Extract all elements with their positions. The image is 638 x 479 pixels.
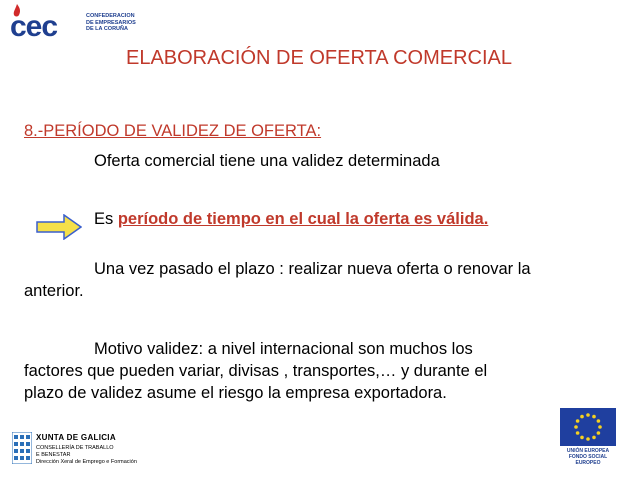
- xunta-title: XUNTA DE GALICIA: [36, 433, 116, 442]
- eu-caption: UNIÓN EUROPEA FONDO SOCIAL EUROPEO: [566, 448, 610, 466]
- paragraph-1: Oferta comercial tiene una validez determinada: [94, 152, 440, 170]
- slide-title: ELABORACIÓN DE OFERTA COMERCIAL: [125, 47, 512, 69]
- eu-flag-icon: [560, 408, 616, 446]
- cec-logo-text: CONFEDERACION DE EMPRESARIOS DE LA CORUÑA: [86, 13, 136, 32]
- paragraph-4: Motivo validez: a nivel internacional son muchos los factores que pueden variar, divisas , transportes,… y durante el plazo de validez asume el riesgo la empresa exportadora.: [24, 340, 488, 402]
- xunta-shield-icon: [12, 432, 32, 464]
- paragraph-2: Es período de tiempo en el cual la oferta es válida.: [94, 210, 489, 228]
- cec-logo: [10, 4, 160, 46]
- cec-logo-word: cec: [10, 10, 58, 43]
- paragraph-3: Una vez pasado el plazo : realizar nueva oferta o renovar la anterior.: [24, 260, 531, 300]
- xunta-logo: [12, 432, 172, 472]
- section-heading: 8.-PERÍODO DE VALIDEZ DE OFERTA:: [24, 122, 322, 140]
- xunta-department: CONSELLERÍA DE TRABALLO E BENESTAR Dirección Xeral de Emprego e Formación: [36, 445, 137, 465]
- highlight-text: período de tiempo en el cual la oferta es válida.: [117, 210, 489, 228]
- eu-logo: [556, 408, 620, 474]
